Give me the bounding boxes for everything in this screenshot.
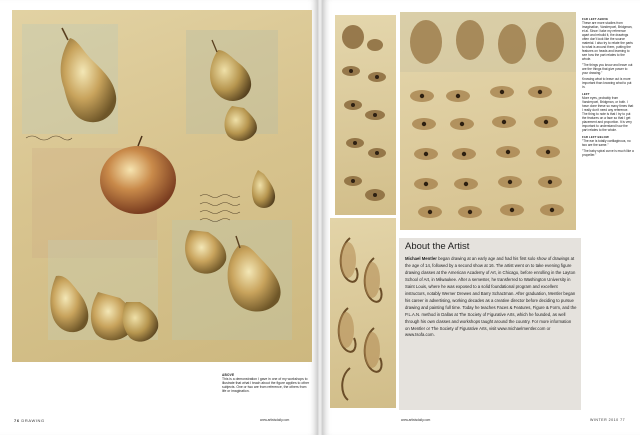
artist-name: Michael Mentler	[405, 256, 437, 261]
pear-studies-artwork	[12, 10, 312, 362]
sidebar-caption-5	[582, 135, 634, 147]
caption-label: ABOVE	[222, 373, 235, 377]
caption-text: This is a demonstration I gave in one of my workshops to illustrate that what I teach about the figure applies to other subjects. One or two are from reference, the others from life or imagination.	[222, 377, 310, 394]
ears-study-artwork	[330, 218, 396, 408]
ears-study-drawing	[330, 218, 396, 408]
faces-study-artwork	[400, 12, 576, 230]
sidebar-caption-1	[582, 17, 634, 61]
sidebar-caption-2	[582, 63, 634, 75]
sidebar-caption-text: "The baby spiral curve is much like a propeller."	[582, 149, 634, 157]
left-page-url: www.artistsdaily.com	[260, 418, 290, 422]
sidebar-captions	[582, 14, 634, 159]
sidebar-caption-text: "The things you know and leave out are the things that give power to your drawing."	[582, 63, 633, 75]
sidebar-caption-label: FAR LEFT BELOW	[582, 135, 609, 139]
about-artist-title: About the Artist	[405, 241, 470, 252]
sidebar-caption-label: FAR LEFT ABOVE	[582, 17, 609, 21]
sidebar-caption-text: "The ear is totally cartilaginous, no two are the same."	[582, 139, 631, 147]
sidebar-caption-6	[582, 149, 634, 157]
artist-bio: began drawing at an early age and had his first solo show of drawings at the age of 14, followed by a second show at 16. The artist went on to take evening figure drawing classes at the American Academy of Art, in Chicago, before enrolling in the Layton School of Art, in Milwaukee. After a semester, he transferred to Washington University in Saint Louis, where he was exposed to a solid foundational program and excellent instructors, notably Werner Drewes and Barry Schactman. After graduation, Mentler began his career in advertising, working decades as a creative director before deciding to pursue drawing and painting full time. Today he teaches Faces & Features, Figure & Form, and the P.L.A.N. method in Dallas at The Society of Figurative Arts, which he founded, as well through his own classes and workshops taught around the country. For more information on Mentler or The Society of Figurative Arts, visit www.michaelmentler.com or www.tsofa.com.	[405, 256, 577, 338]
sidebar-caption-text: Knowing what to leave out is more important than knowing what to put in.	[582, 77, 632, 89]
pear-studies-drawing	[12, 10, 312, 362]
page-number-right: 77	[620, 418, 626, 422]
right-page-url: www.artistsdaily.com	[401, 418, 431, 422]
left-folio	[14, 418, 45, 423]
sidebar-caption-label: LEFT	[582, 92, 590, 96]
issue-season: WINTER 2010	[590, 418, 619, 422]
sidebar-caption-text: More eyes, probably from Vanderpoel, Bridgman, or both. I have done these so many times that I really don't need any reference. The thing to note is that I try to put the features on a face so that I get placement and proportion. It is very important to understand how the part relates to the whole.	[582, 96, 634, 132]
sidebar-caption-text: These are more studies from imagination, Vanderpoel, Bridgman, et al. Since I take my reference apart and rebuild it, the drawings often don't look like the source material. I also try to relate the parts to what is around them, putting the features on heads and learning to see how the part relates to the whole.	[582, 21, 633, 61]
sidebar-caption-3	[582, 77, 634, 89]
about-artist-body	[405, 256, 577, 339]
faces-study-drawing	[400, 12, 576, 230]
artwork-caption	[222, 373, 310, 393]
eyes-study-artwork	[335, 15, 396, 215]
right-folio	[590, 418, 625, 422]
page-number-left: 76	[14, 418, 20, 423]
sidebar-caption-4	[582, 92, 634, 132]
eyes-study-drawing	[335, 15, 396, 215]
left-page	[0, 0, 317, 435]
section-name: DRAWING	[21, 418, 45, 423]
